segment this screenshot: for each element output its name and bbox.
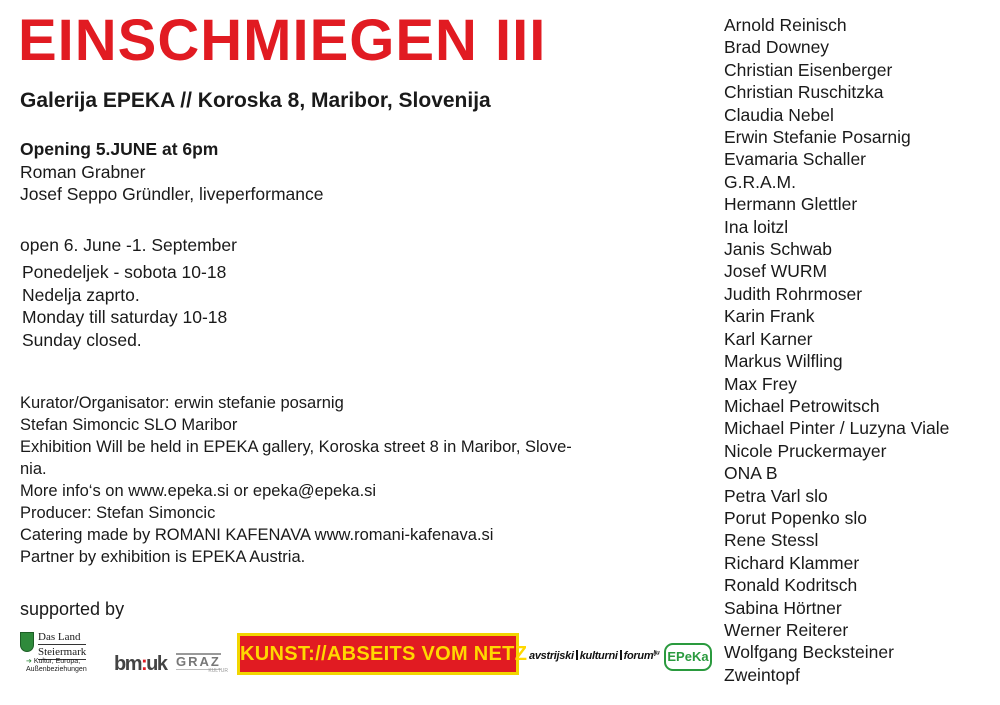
opening-speaker: Roman Grabner (20, 161, 146, 182)
opening-section (20, 138, 324, 206)
bmukk-a: bm (114, 653, 141, 675)
info-section (20, 392, 572, 568)
artist-name: Michael Petrowitsch (724, 395, 880, 416)
artist-name: Evamaria Schaller (724, 149, 866, 170)
hours-line: Ponedeljek - sobota 10-18 (22, 262, 227, 282)
opening-heading: Opening 5.JUNE at 6pm (20, 139, 219, 159)
graz-kultur-logo (176, 653, 232, 677)
forum-a: avstrijski (529, 650, 574, 662)
bmukk-logo (114, 653, 167, 676)
opening-performance: Josef Seppo Gründler, liveperformance (20, 184, 324, 204)
artist-name: Christian Eisenberger (724, 59, 893, 80)
steiermark-sub2: Außenbeziehungen (26, 666, 87, 673)
avstrijski-forum-logo (529, 650, 659, 662)
artist-name: Richard Klammer (724, 552, 860, 573)
arrow-right-icon: ➔ (26, 658, 32, 665)
artist-name: Werner Reiterer (724, 619, 849, 640)
artist-name: ONA B (724, 463, 778, 484)
hours-line: Sunday closed. (22, 329, 142, 350)
page-title: EINSCHMIEGEN III (18, 8, 547, 73)
bmukk-colon: : (141, 653, 147, 675)
forum-c: forum (623, 650, 654, 662)
steiermark-line1: Das Land (38, 631, 86, 645)
artist-name: Zweintopf (724, 664, 800, 685)
artist-name: Rene Stessl (724, 530, 819, 551)
artist-name: Petra Varl slo (724, 485, 828, 506)
artist-name: Janis Schwab (724, 239, 832, 260)
graz-sub: KULTUR (208, 668, 228, 674)
artist-name: Nicole Pruckermayer (724, 440, 887, 461)
artist-name: Sabina Hörtner (724, 597, 842, 618)
artist-name: Ronald Kodritsch (724, 575, 858, 596)
steiermark-logo (20, 630, 100, 680)
artist-name: Arnold Reinisch (724, 15, 847, 35)
artist-name: G.R.A.M. (724, 171, 796, 192)
artist-list (724, 14, 949, 686)
forum-separator (576, 650, 578, 660)
artist-name: Markus Wilfling (724, 351, 843, 372)
exhibition-dates (20, 234, 237, 257)
forum-tm: lju (653, 650, 660, 657)
hours-line: Monday till saturday 10-18 (22, 307, 228, 327)
artist-name: Porut Popenko slo (724, 507, 868, 528)
info-line: Exhibition Will be held in EPEKA gallery, Koroska street 8 in Maribor, Slove- (20, 438, 572, 456)
artist-name: Brad Downey (724, 37, 830, 58)
steiermark-line2: Steiermark (38, 646, 87, 658)
info-line: More info‘s on www.epeka.si or epeka@epeka.si (20, 482, 377, 500)
info-line: Kurator/Organisator: erwin stefanie posarnig (20, 394, 344, 412)
info-line: Stefan Simoncic SLO Maribor (20, 416, 238, 434)
kunst-abseits-banner: KUNST://ABSEITS VOM NETZ (237, 633, 519, 675)
forum-separator (620, 650, 622, 660)
info-line: Partner by exhibition is EPEKA Austria. (20, 548, 306, 566)
artist-name: Karl Karner (724, 328, 813, 349)
venue-address: Galerija EPEKA // Koroska 8, Maribor, Slovenija (20, 89, 491, 112)
info-line: nia. (20, 460, 47, 478)
artist-name: Michael Pinter / Luzyna Viale (724, 418, 950, 439)
epeka-logo: EPeKa (664, 643, 712, 671)
crest-icon (20, 632, 34, 652)
artist-name: Karin Frank (724, 306, 815, 327)
opening-hours (22, 261, 227, 351)
artist-name: Wolfgang Becksteiner (724, 642, 894, 663)
artist-name: Erwin Stefanie Posarnig (724, 127, 911, 148)
graz-word: GRAZ (176, 654, 221, 669)
artist-name: Josef WURM (724, 261, 828, 282)
info-line: Producer: Stefan Simoncic (20, 504, 216, 522)
forum-b: kulturni (579, 650, 618, 662)
artist-name: Ina loitzl (724, 216, 789, 237)
date-range: open 6. June -1. September (20, 235, 237, 255)
artist-name: Christian Ruschitzka (724, 82, 884, 103)
artist-name: Max Frey (724, 373, 797, 394)
steiermark-sub1: Kultur, Europa, (33, 658, 81, 665)
artist-name: Claudia Nebel (724, 104, 834, 125)
artist-name: Judith Rohrmoser (724, 283, 863, 304)
info-line: Catering made by ROMANI KAFENAVA www.romani-kafenava.si (20, 526, 494, 544)
artist-name: Hermann Glettler (724, 194, 858, 215)
supported-by-label: supported by (20, 599, 125, 619)
hours-line: Nedelja zaprto. (22, 284, 140, 305)
bmukk-b: uk (146, 653, 167, 675)
